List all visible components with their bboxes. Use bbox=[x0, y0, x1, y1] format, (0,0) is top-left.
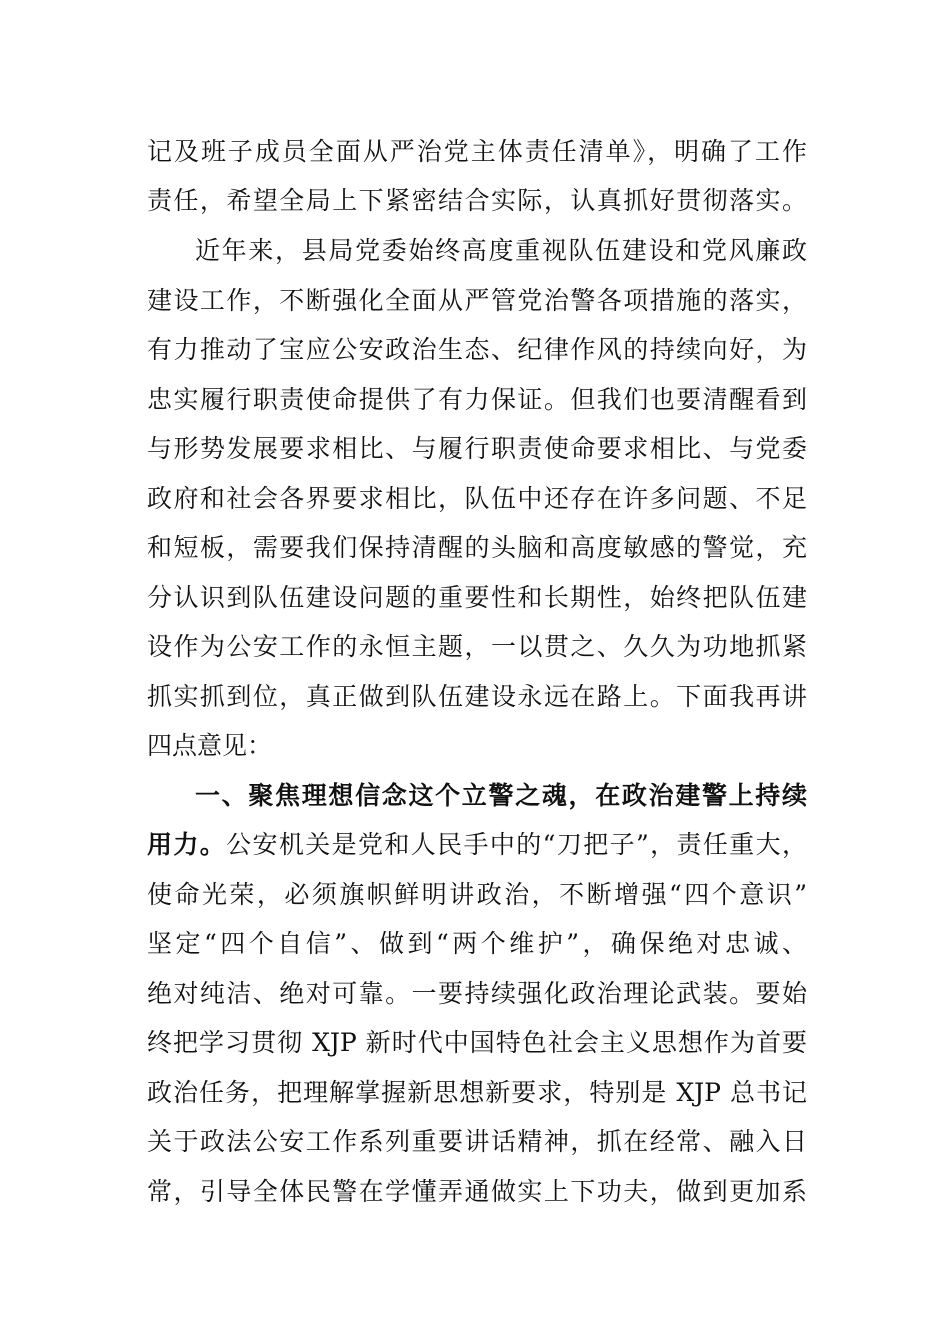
paragraph-line: 与形势发展要求相比、与履行职责使命要求相比、与党委 bbox=[147, 434, 807, 463]
paragraph-line: 责任，希望全局上下紧密结合实际，认真抓好贯彻落实。 bbox=[147, 186, 807, 215]
paragraph-line: 使命光荣，必须旗帜鲜明讲政治，不断增强“四个意识” bbox=[147, 880, 807, 909]
paragraph-line: 记及班子成员全面从严治党主体责任清单》，明确了工作 bbox=[147, 137, 807, 166]
paragraph-line: 建设工作，不断强化全面从严管党治警各项措施的落实， bbox=[147, 286, 807, 315]
paragraph-line: 抓实抓到位，真正做到队伍建设永远在路上。下面我再讲 bbox=[147, 682, 807, 711]
paragraph-line: 和短板，需要我们保持清醒的头脑和高度敏感的警觉，充 bbox=[147, 533, 807, 562]
paragraph-line: 关于政法公安工作系列重要讲话精神，抓在经常、融入日 bbox=[147, 1127, 807, 1156]
section-heading-line: 一、聚焦理想信念这个立警之魂，在政治建警上持续 bbox=[195, 781, 807, 810]
paragraph-line: 设作为公安工作的永恒主题，一以贯之、久久为功地抓紧 bbox=[147, 632, 807, 661]
section-heading-end: 用力。 bbox=[147, 830, 227, 859]
paragraph-line: 四点意见： bbox=[147, 731, 273, 760]
paragraph-line: 常，引导全体民警在学懂弄通做实上下功夫，做到更加系 bbox=[147, 1177, 807, 1206]
paragraph-line bbox=[147, 969, 807, 1019]
paragraph-line: 忠实履行职责使命提供了有力保证。但我们也要清醒看到 bbox=[147, 385, 807, 414]
paragraph-text: 持续强化政治理论武装。要始 bbox=[464, 979, 807, 1008]
paragraph-line: 分认识到队伍建设问题的重要性和长期性，始终把队伍建 bbox=[147, 583, 807, 612]
paragraph-line: 有力推动了宝应公安政治生态、纪律作风的持续向好，为 bbox=[147, 335, 807, 364]
paragraph-line: 终把学习贯彻 XJP 新时代中国特色社会主义思想作为首要 bbox=[147, 1028, 807, 1057]
paragraph-line bbox=[147, 820, 807, 870]
paragraph-text: 公安机关是党和人民手中的“刀把子”，责任重大， bbox=[226, 830, 807, 859]
paragraph-line: 近年来，县局党委始终高度重视队伍建设和党风廉政 bbox=[195, 236, 807, 265]
paragraph-line: 政治任务，把理解掌握新思想新要求，特别是 XJP 总书记 bbox=[147, 1078, 807, 1107]
paragraph-line: 政府和社会各界要求相比，队伍中还存在许多问题、不足 bbox=[147, 484, 807, 513]
paragraph-text: 绝对纯洁、绝对可靠。一要 bbox=[147, 979, 465, 1008]
paragraph-line: 坚定“四个自信”、做到“两个维护”，确保绝对忠诚、 bbox=[147, 929, 807, 958]
